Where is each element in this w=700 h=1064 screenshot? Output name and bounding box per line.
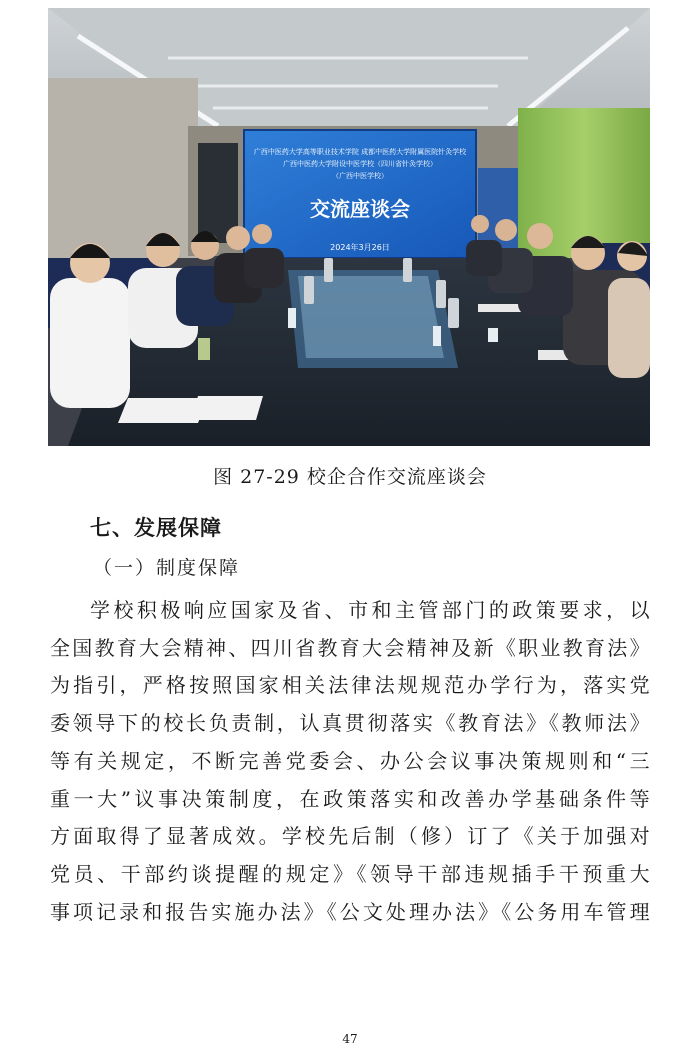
body-line: 学校积极响应国家及省、市和主管部门的政策要求，以 bbox=[90, 598, 650, 622]
body-line: 事项记录和报告实施办法》《公文处理办法》《公务用车管理 bbox=[50, 899, 650, 924]
body-line: 为指引，严格按照国家相关法律法规规范办学行为，落实党 bbox=[50, 673, 650, 698]
body-line: 委领导下的校长负责制，认真贯彻落实《教育法》《教师法》 bbox=[50, 711, 650, 736]
body-line: 党员、干部约谈提醒的规定》《领导干部违规插手干预重大 bbox=[50, 861, 650, 886]
body-paragraph bbox=[50, 592, 650, 931]
sub-heading: （一）制度保障 bbox=[93, 557, 241, 579]
meeting-photo-illustration bbox=[48, 8, 650, 446]
body-line: 重一大”议事决策制度，在政策落实和改善办学基础条件等 bbox=[50, 786, 650, 811]
banner-line-2: 广西中医药大学附设中医学校（四川省针灸学校） bbox=[283, 160, 437, 168]
body-line: 方面取得了显著成效。学校先后制（修）订了《关于加强对 bbox=[50, 824, 650, 849]
meeting-photo bbox=[48, 8, 650, 446]
body-line: 等有关规定，不断完善党委会、办公会议事决策规则和“三 bbox=[50, 748, 650, 773]
page-number: 47 bbox=[342, 1032, 358, 1046]
banner-line-1: 广西中医药大学高等职业技术学院 成都中医药大学附属医院针灸学校 bbox=[253, 148, 467, 156]
body-line: 全国教育大会精神、四川省教育大会精神及新《职业教育法》 bbox=[50, 635, 650, 660]
banner-date: 2024年3月26日 bbox=[330, 243, 390, 252]
banner-line-3: （广西中医学校） bbox=[332, 172, 388, 180]
photo-caption: 图 27-29 校企合作交流座谈会 bbox=[213, 466, 487, 488]
banner-title: 交流座谈会 bbox=[310, 197, 410, 221]
section-heading: 七、发展保障 bbox=[90, 516, 222, 540]
